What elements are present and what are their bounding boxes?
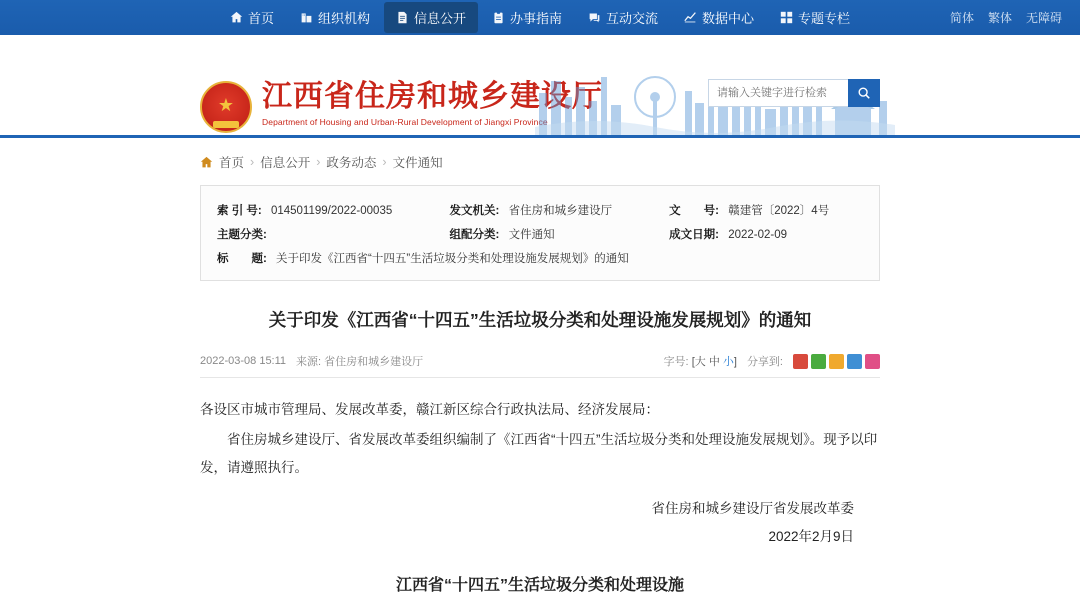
font-size-small[interactable]: 小: [722, 356, 734, 369]
clipboard-icon: [492, 11, 505, 24]
document-icon: [396, 11, 409, 24]
organization-name-en: Department of Housing and Urban-Rural Development of Jiangxi Province: [262, 116, 548, 127]
font-size-control: 字号: [大 中 小]: [663, 356, 737, 369]
signature-organization: 省住房和城乡建设厅省发展改革委: [651, 501, 854, 517]
site-search: [708, 79, 880, 107]
nav-item-label: 信息公开: [413, 11, 466, 26]
nav-item-special-columns[interactable]: [768, 2, 862, 33]
breadcrumb-separator: ›: [316, 155, 321, 169]
breadcrumb-separator: ›: [250, 155, 255, 169]
lang-traditional[interactable]: 繁体: [987, 11, 1012, 25]
meta-label-issuer: 发文机关:: [449, 205, 500, 217]
share-more-icon[interactable]: [865, 354, 880, 369]
meta-value-title: 关于印发《江西省“十四五”生活垃圾分类和处理设施发展规划》的通知: [276, 253, 629, 265]
chart-icon: [684, 11, 697, 24]
signature-date: 2022年2月9日: [768, 528, 854, 544]
nav-item-service-guide[interactable]: [480, 2, 574, 33]
meta-value-docnumber: 赣建管〔2022〕4号: [728, 205, 830, 217]
search-icon: [857, 86, 871, 100]
meta-label-category: 组配分类:: [449, 229, 500, 241]
lang-simplified[interactable]: 简体: [949, 11, 974, 25]
meta-label-docnumber: 文 号:: [669, 205, 720, 217]
meta-label-title: 标 题:: [217, 253, 267, 265]
chat-icon: [588, 11, 601, 24]
search-button[interactable]: [848, 79, 880, 107]
article: [200, 307, 880, 598]
article-datetime: 2022-03-08 15:11: [200, 355, 287, 368]
search-input[interactable]: [708, 79, 848, 107]
breadcrumb-item-news[interactable]: 政务动态: [326, 156, 377, 170]
article-signature-block: [200, 495, 880, 550]
nav-item-label: 专题专栏: [798, 11, 851, 26]
breadcrumb-item-disclosure[interactable]: 信息公开: [260, 156, 311, 170]
page-title: 关于印发《江西省“十四五”生活垃圾分类和处理设施发展规划》的通知: [268, 310, 812, 330]
meta-value-date: 2022-02-09: [728, 229, 788, 241]
nav-item-data-center[interactable]: [672, 2, 766, 33]
language-switcher: [950, 0, 1062, 35]
nav-item-organization[interactable]: [288, 2, 382, 33]
article-subtitle: 江西省“十四五”生活垃圾分类和处理设施: [395, 576, 684, 594]
home-icon: [230, 11, 243, 24]
lang-accessibility[interactable]: 无障碍: [1025, 11, 1062, 25]
breadcrumb-separator: ›: [382, 155, 387, 169]
share-qzone-icon[interactable]: [829, 354, 844, 369]
share-sina-icon[interactable]: [793, 354, 808, 369]
breadcrumb: [200, 153, 1080, 171]
breadcrumb-item-home[interactable]: 首页: [219, 156, 245, 170]
nav-item-label: 数据中心: [702, 11, 755, 26]
nav-item-home[interactable]: [218, 2, 286, 33]
table-row: [217, 222, 863, 246]
nav-items: [218, 2, 862, 33]
nav-item-label: 首页: [247, 11, 274, 26]
top-navigation-bar: [0, 0, 1080, 35]
meta-value-issuer: 省住房和城乡建设厅: [508, 205, 613, 217]
font-size-large[interactable]: 大: [694, 356, 706, 369]
share-label: 分享到:: [746, 356, 783, 369]
nav-item-interaction[interactable]: [576, 2, 670, 33]
table-row: [217, 246, 863, 270]
font-size-label: 字号:: [663, 356, 689, 369]
grid-icon: [780, 11, 793, 24]
article-paragraph: 省住房城乡建设厅、省发展改革委组织编制了《江西省“十四五”生活垃圾分类和处理设施发展规划》。现予以印发，请遵照执行。: [200, 431, 878, 475]
nav-item-label: 办事指南: [509, 11, 562, 26]
share-icons: [793, 354, 880, 369]
table-row: [217, 198, 863, 222]
national-emblem-icon: ★: [200, 81, 252, 133]
home-icon: [200, 156, 213, 169]
share-wechat-icon[interactable]: [811, 354, 826, 369]
organization-name-cn: 江西省住房和城乡建设厅: [262, 80, 603, 113]
meta-label-date: 成文日期:: [669, 229, 720, 241]
article-source: 来源: 省住房和城乡建设厅: [296, 356, 424, 369]
meta-value-index: 014501199/2022-00035: [270, 205, 393, 217]
document-metadata-table: [200, 185, 880, 281]
article-paragraph: 各设区市城市管理局、发展改革委，赣江新区综合行政执法局、经济发展局：: [200, 402, 659, 418]
site-header: [0, 35, 1080, 138]
article-body: [200, 396, 880, 481]
nav-item-label: 互动交流: [606, 11, 659, 26]
nav-item-label: 组织机构: [317, 11, 370, 26]
nav-item-information-disclosure[interactable]: [384, 2, 478, 33]
building-icon: [300, 11, 313, 24]
breadcrumb-item-notice[interactable]: 文件通知: [392, 156, 443, 170]
share-qq-icon[interactable]: [847, 354, 862, 369]
font-size-medium[interactable]: 中: [708, 356, 720, 369]
meta-value-category: 文件通知: [508, 229, 555, 241]
meta-label-index: 索 引 号:: [217, 205, 262, 217]
meta-label-subject: 主题分类:: [217, 229, 267, 241]
article-toolbar: [200, 353, 880, 378]
